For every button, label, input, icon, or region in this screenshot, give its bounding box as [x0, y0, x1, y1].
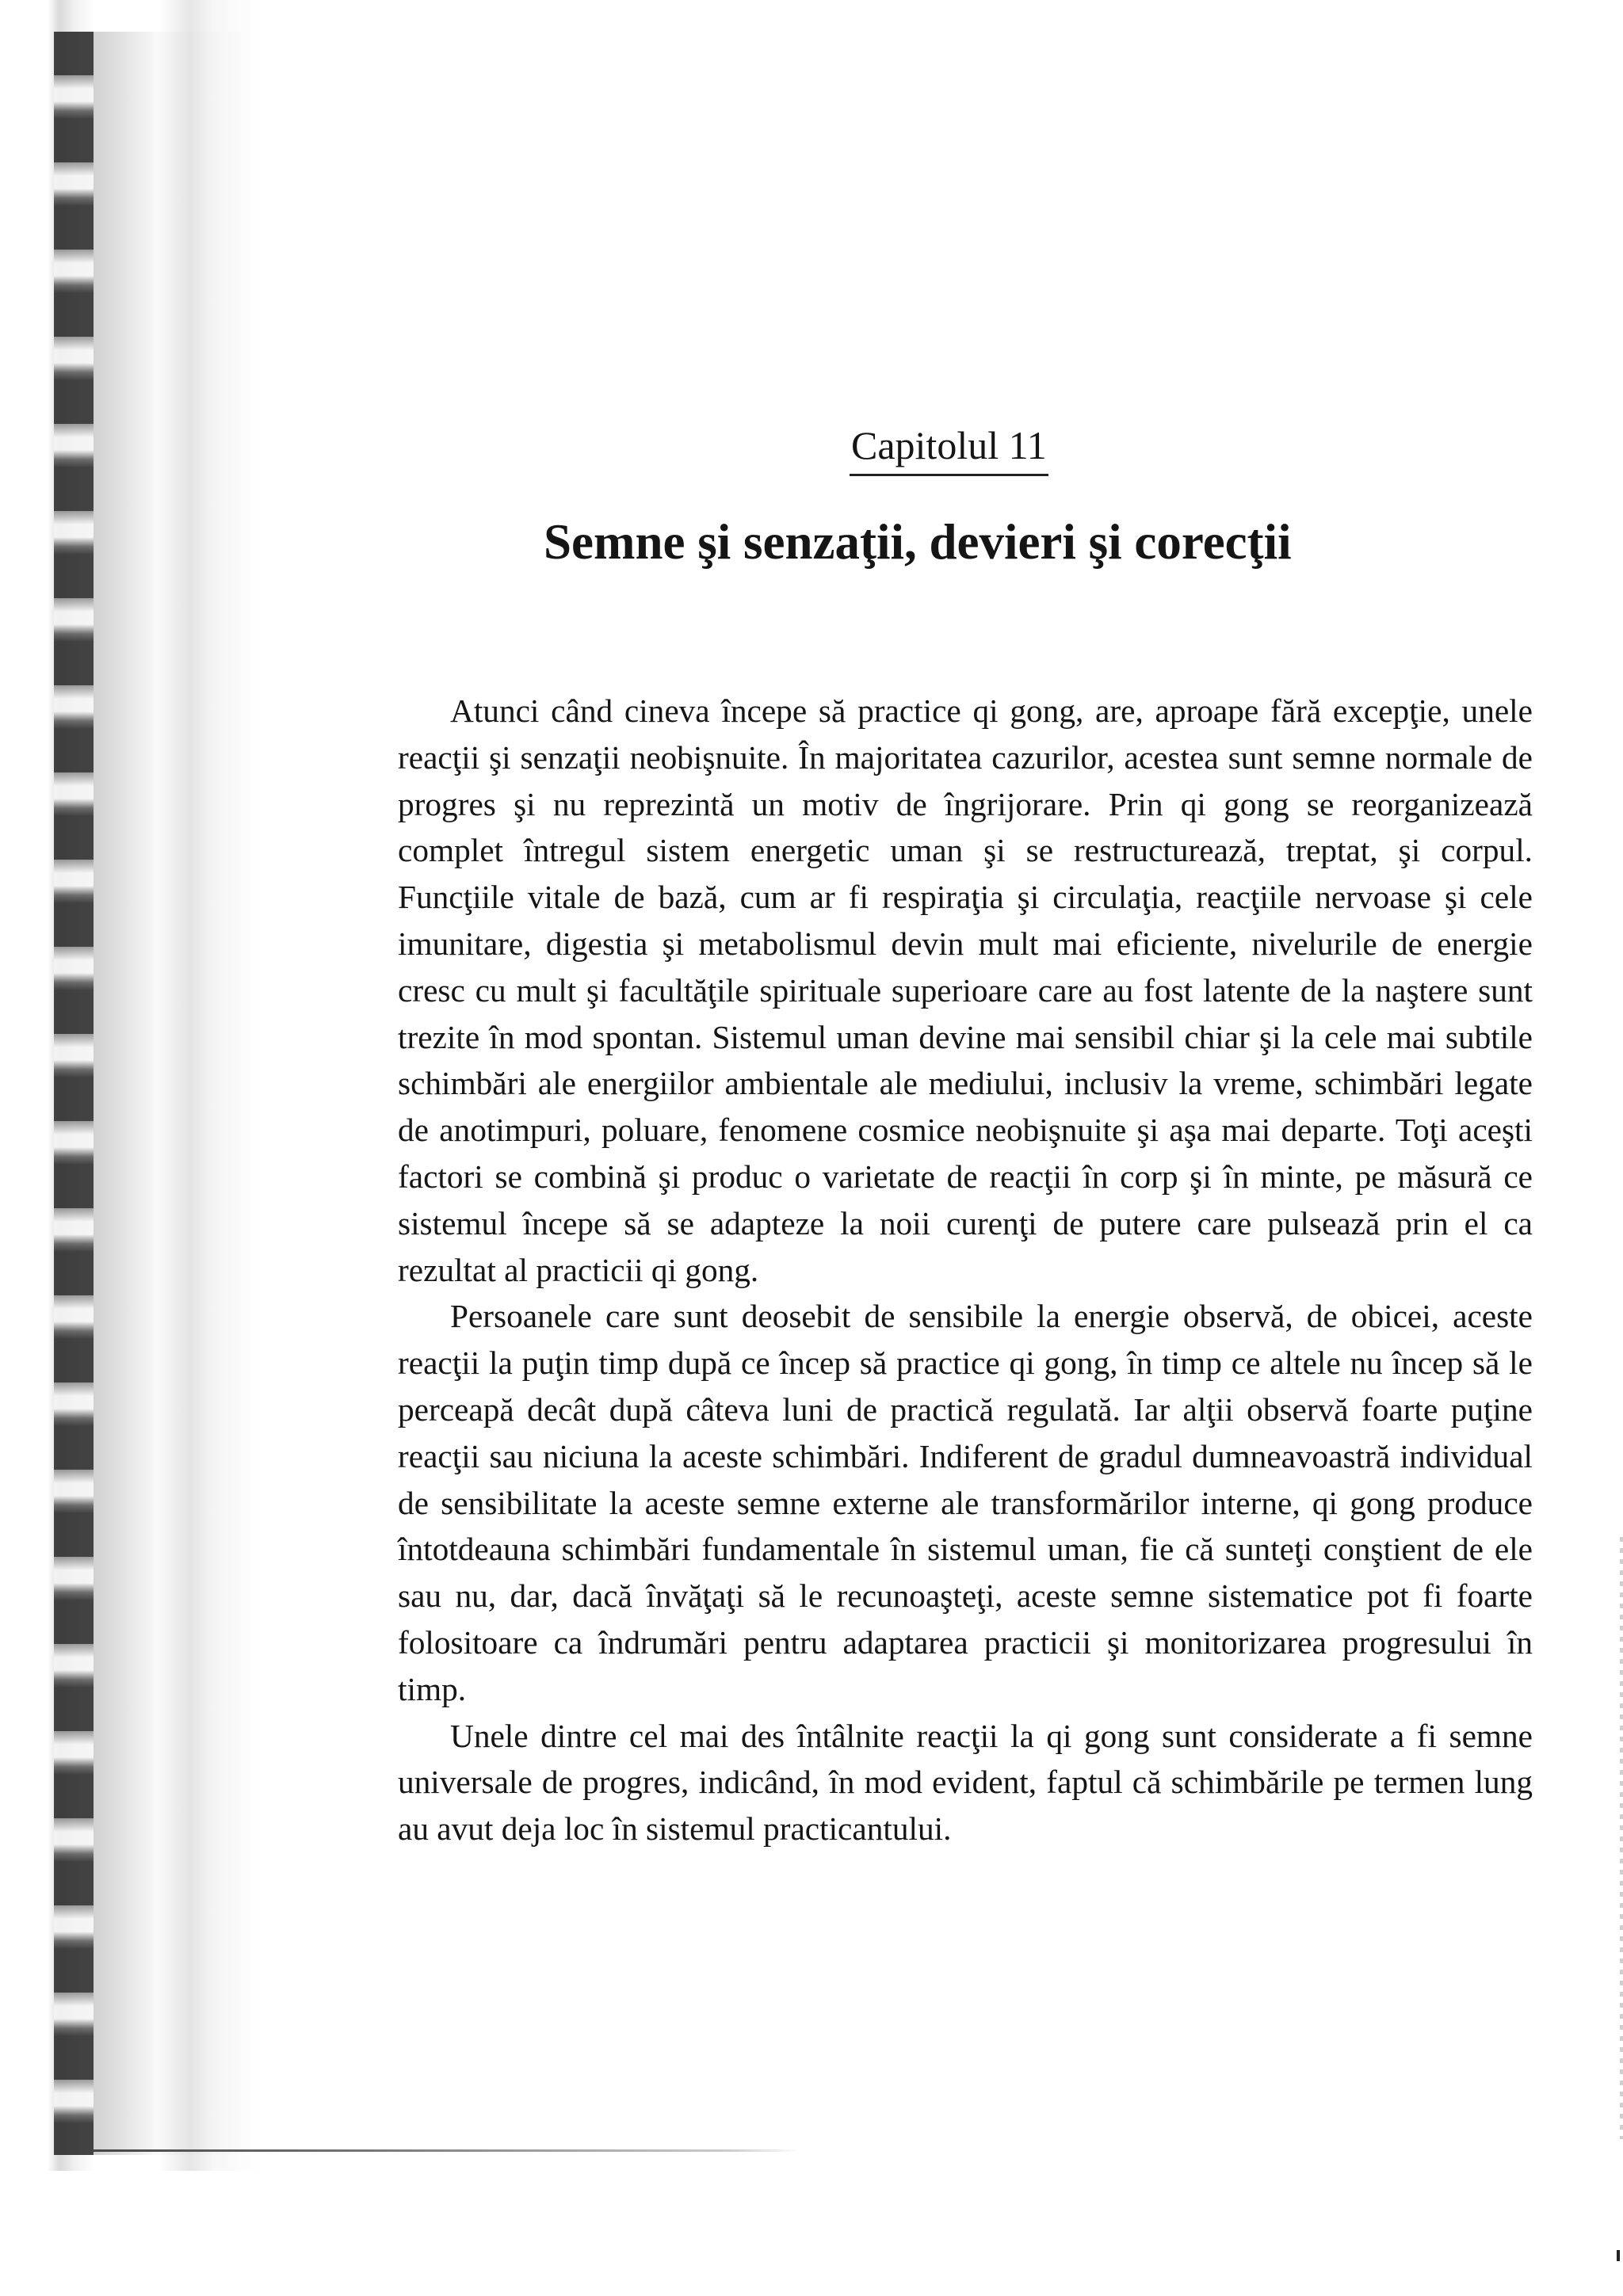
page-bottom-edge: [87, 2149, 800, 2152]
paragraph-2: Persoanele care sunt deosebit de sensibile la energie observă, de obicei, aceste reacţii la puţin timp după ce încep să practice qi gong, în timp ce altele nu încep să le perceapă decât după câteva luni de practică regulată. Iar alţii observă foarte puţine reacţii sau niciuna la aceste schimbări. Indiferent de gradul dumneavoastră individual de sensibilitate la aceste semne externe ale transformărilor interne, qi gong produce întotdeauna schimbări fundamentale în sistemul uman, fie că sunteţi conştient de ele sau nu, dar, dacă învăţaţi să le recunoaşteţi, aceste semne sistematice pot fi foarte folositoare ca îndrumări pentru adaptarea practicii şi monitorizarea progresului în timp.: [398, 1298, 1533, 1707]
binding-spine: [54, 32, 94, 2155]
paragraph-1: Atunci când cineva începe să practice qi gong, are, aproape fără excepţie, unele reacţii şi senzaţii neobişnuite. În majoritatea cazurilor, acestea sunt semne normale de progres şi nu reprezintă un motiv de îngrijorare. Prin qi gong se reorganizează complet întregul sistem energetic uman şi se restructurează, treptat, şi corpul. Funcţiile vitale de bază, cum ar fi respiraţia şi circulaţia, reacţiile nervoase şi cele imunitare, digestia şi metabolismul devin mult mai eficiente, nivelurile de energie cresc cu mult şi facultăţile spirituale superioare care au fost latente de la naştere sunt trezite în mod spontan. Sistemul uman devine mai sensibil chiar şi la cele mai subtile schimbări ale energiilor ambientale ale mediului, inclusiv la vreme, schimbări legate de anotimpuri, poluare, fenomene cosmice neobişnuite şi aşa mai departe. Toţi aceşti factori se combină şi produc o varietate de reacţii în corp şi în minte, pe măsură ce sistemul începe să se adapteze la noii curenţi de putere care pulsează prin el ca rezultat al practicii qi gong.: [398, 692, 1533, 1288]
scan-mark: [1617, 2250, 1620, 2261]
scanned-binding-edge: [0, 0, 262, 2171]
paragraph-3: Unele dintre cel mai des întâlnite reacţii la qi gong sunt considerate a fi semne universale de progres, indicând, în mod evident, faptul că schimbările pe termen lung au avut deja loc în sistemul practicantului.: [398, 1717, 1533, 1848]
binding-shadow: [94, 32, 252, 2155]
body-text: [398, 688, 1533, 1852]
page-right-edge: [1620, 1537, 1623, 2139]
chapter-label: Capitolul 11: [850, 421, 1048, 476]
chapter-title: Semne şi senzaţii, devieri şi corecţii: [544, 514, 1292, 570]
